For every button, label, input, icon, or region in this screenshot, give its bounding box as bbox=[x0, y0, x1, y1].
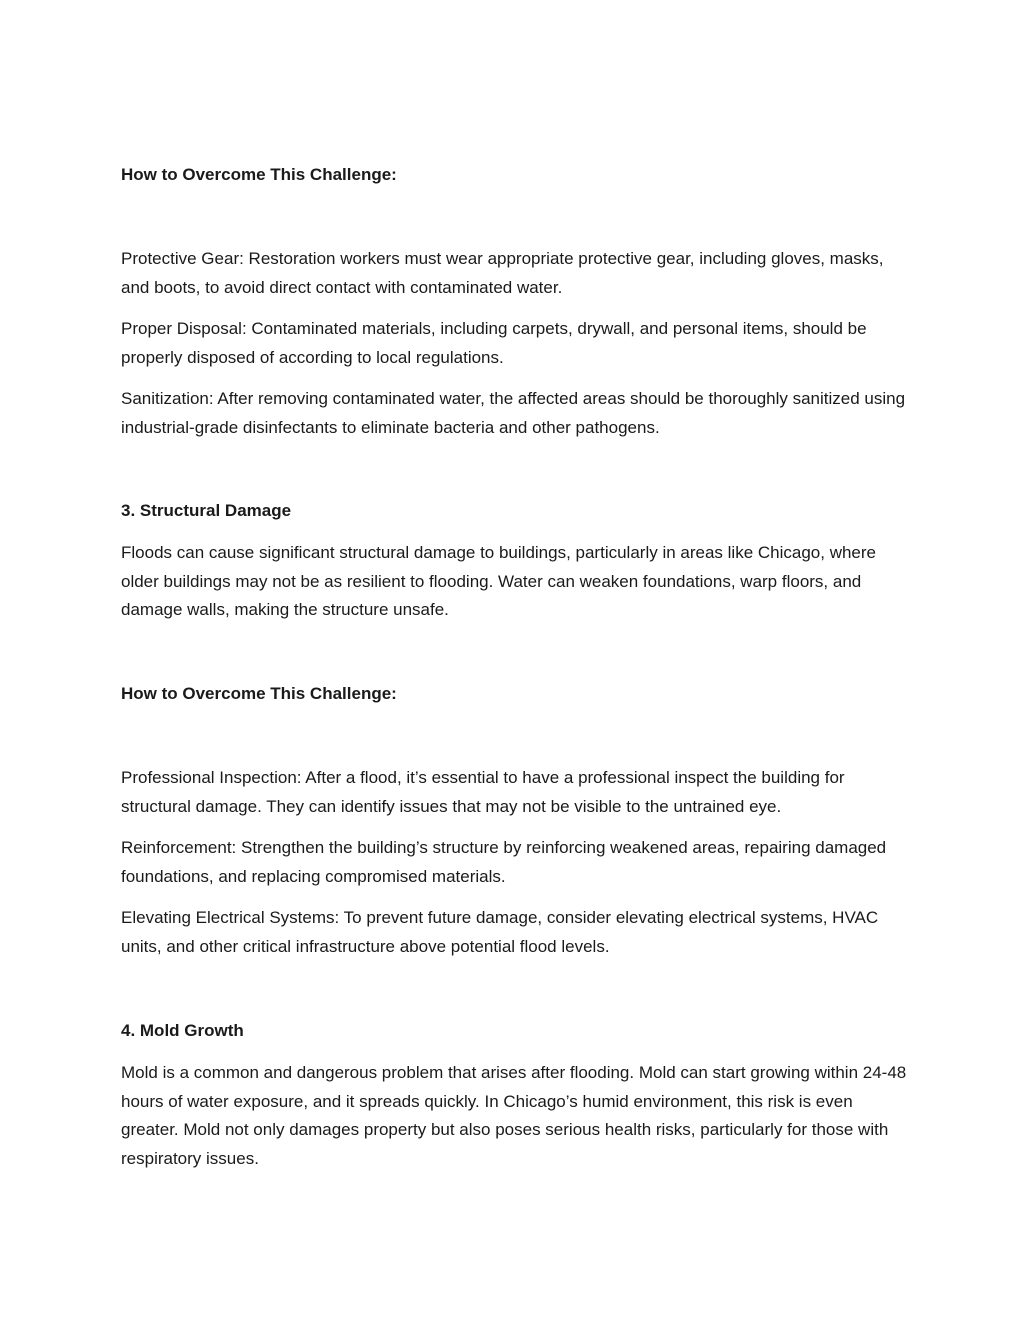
paragraph-elevating-electrical: Elevating Electrical Systems: To prevent future damage, consider elevating electrical systems, HVAC units, and other critical infrastructure above potential flood levels. bbox=[121, 908, 879, 956]
paragraph-sanitization: Sanitization: After removing contaminated water, the affected areas should be thoroughly sanitized using industrial-grade disinfectants to eliminate bacteria and other pathogens. bbox=[121, 389, 906, 437]
paragraph-protective-gear: Protective Gear: Restoration workers must wear appropriate protective gear, including gloves, masks, and boots, to avoid direct contact with contaminated water. bbox=[121, 249, 884, 297]
paragraph-proper-disposal: Proper Disposal: Contaminated materials, including carpets, drywall, and personal items, should be properly disposed of according to local regulations. bbox=[121, 319, 867, 367]
paragraph-mold-growth: Mold is a common and dangerous problem that arises after flooding. Mold can start growing within 24-48 hours of water exposure, and it spreads quickly. In Chicago’s humid environment, this risk is even greater. Mold not only damages property but also poses serious health risks, particularly for those with respiratory issues. bbox=[121, 1063, 907, 1168]
section-heading-structural-damage: 3. Structural Damage bbox=[121, 501, 292, 520]
section-heading-overcome-contamination: How to Overcome This Challenge: bbox=[121, 165, 397, 184]
section-heading-overcome-structural: How to Overcome This Challenge: bbox=[121, 684, 397, 703]
paragraph-reinforcement: Reinforcement: Strengthen the building’s structure by reinforcing weakened areas, repairing damaged foundations, and replacing compromised materials. bbox=[121, 838, 887, 886]
paragraph-structural-damage: Floods can cause significant structural damage to buildings, particularly in areas like Chicago, where older buildings may not be as resilient to flooding. Water can weaken foundations, warp floors, and damage walls, making the structure unsafe. bbox=[121, 543, 876, 619]
paragraph-professional-inspection: Professional Inspection: After a flood, it’s essential to have a professional inspect the building for structural damage. They can identify issues that may not be visible to the untrained eye. bbox=[121, 768, 845, 816]
section-heading-mold-growth: 4. Mold Growth bbox=[121, 1021, 244, 1040]
